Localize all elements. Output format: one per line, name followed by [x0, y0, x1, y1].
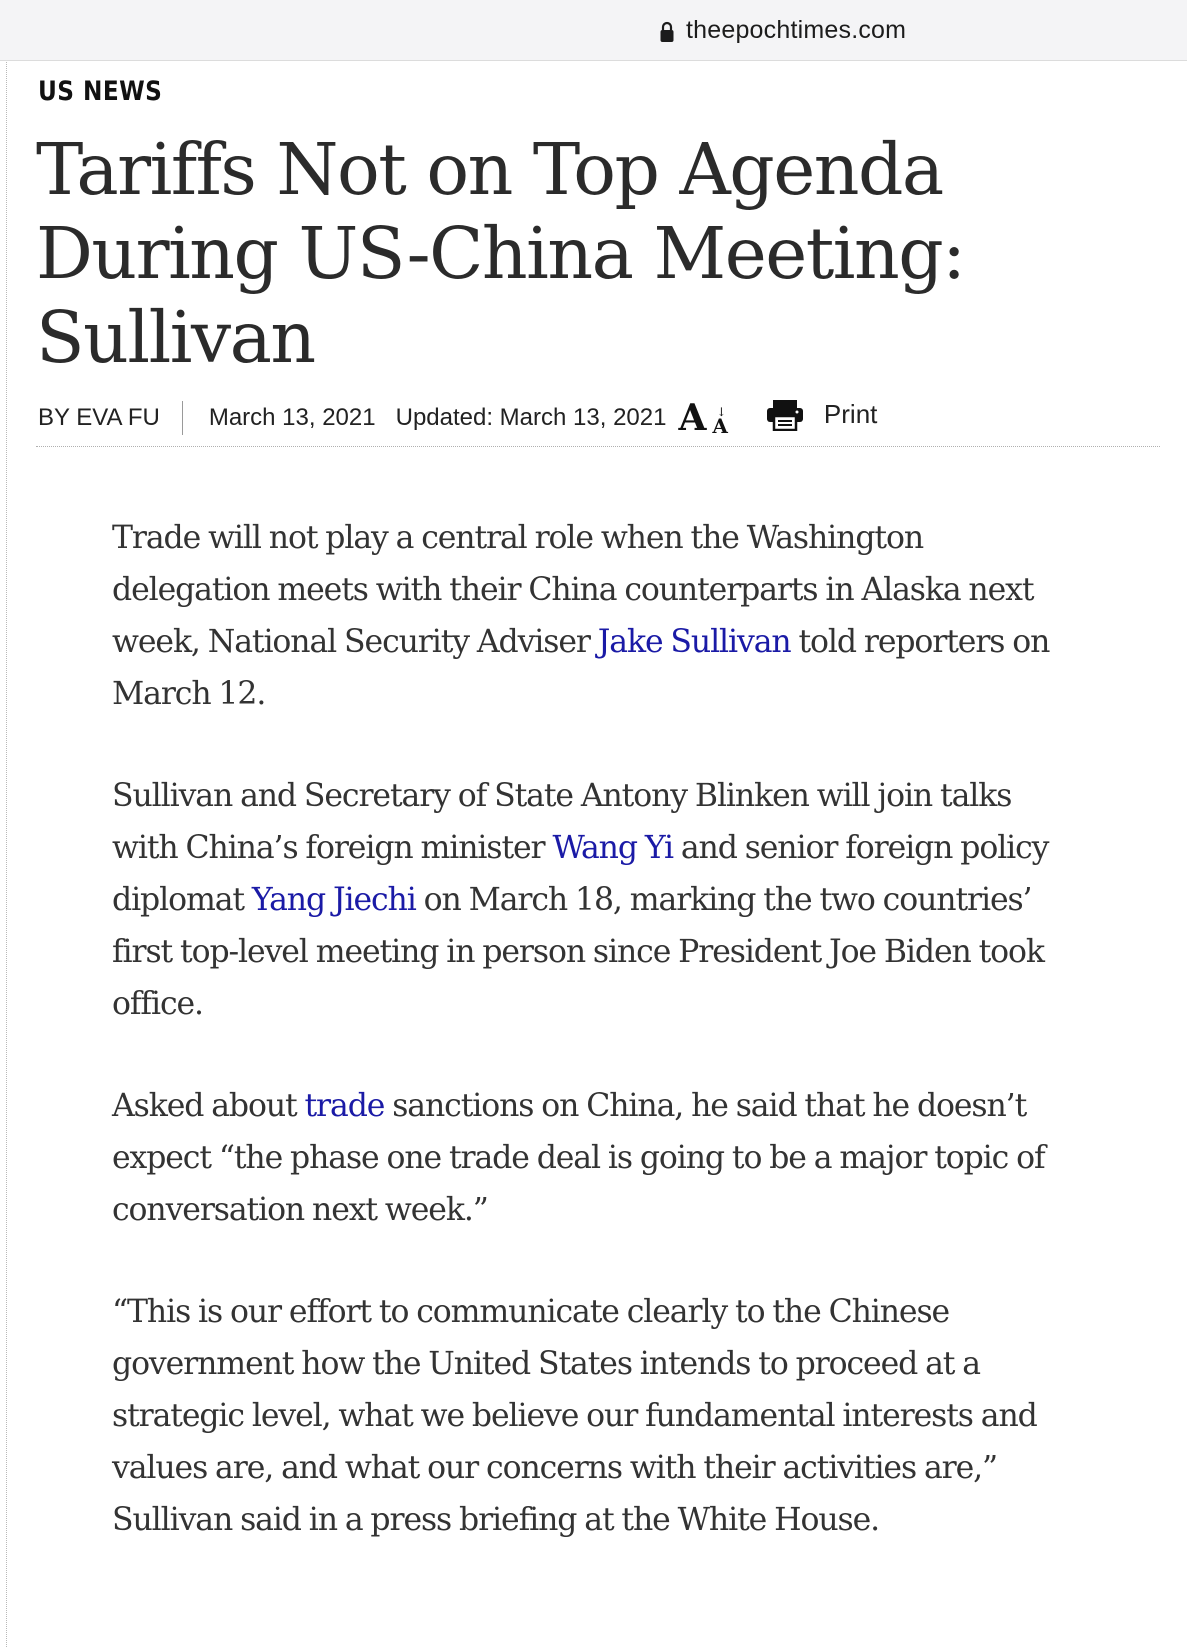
- paragraph-3: [112, 1080, 1052, 1236]
- wang-yi-link[interactable]: Wang Yi: [552, 830, 673, 866]
- byline-divider: [182, 401, 183, 435]
- jake-sullivan-link[interactable]: Jake Sullivan: [597, 624, 791, 660]
- article-headline: Tariffs Not on Top Agenda During US-China Meeting: Sullivan: [36, 128, 965, 379]
- font-size-large-glyph: A: [678, 397, 707, 439]
- paragraph-text: and senior foreign policy diplomat: [112, 830, 1049, 918]
- header-divider: [36, 446, 1160, 447]
- section-link[interactable]: US NEWS: [38, 76, 163, 107]
- paragraph-text: on March 18, marking the two countries’ first top-level meeting in person since President Joe Biden took office.: [112, 882, 1044, 1022]
- author-link[interactable]: BY EVA FU: [38, 404, 160, 431]
- updated-date: Updated: March 13, 2021: [395, 404, 667, 431]
- paragraph-text: Trade will not play a central role when the Washington delegation meets with their China counterparts in Alaska next week, National Security Adviser: [112, 520, 1034, 660]
- url-text: theepochtimes.com: [686, 16, 907, 44]
- article-body: [112, 512, 1052, 1596]
- paragraph-text: Sullivan and Secretary of State Antony Blinken will join talks with China’s foreign minister: [112, 778, 1012, 866]
- paragraph-2: [112, 770, 1052, 1030]
- paragraph-text: sanctions on China, he said that he doesn’t expect “the phase one trade deal is going to be a major topic of conversation next week.”: [112, 1088, 1045, 1228]
- address-display[interactable]: [660, 16, 906, 45]
- publish-date: March 13, 2021: [208, 404, 376, 431]
- print-label: Print: [823, 398, 878, 429]
- lock-icon: [660, 21, 674, 43]
- yang-jiechi-link[interactable]: Yang Jiechi: [251, 882, 416, 918]
- paragraph-text: told reporters on March 12.: [112, 624, 1050, 712]
- paragraph-1: [112, 512, 1052, 720]
- paragraph-text: Asked about: [112, 1088, 305, 1124]
- page-left-edge: [6, 62, 7, 1647]
- print-button[interactable]: [766, 398, 878, 434]
- paragraph-4: “This is our effort to communicate clearly to the Chinese government how the United States intends to proceed at a strategic level, what we believe our fundamental interests and values are, and what our concerns with their activities are,” Sullivan said in a press briefing at the White House.: [112, 1294, 1037, 1538]
- font-size-small-glyph: ↓ A: [712, 416, 728, 436]
- printer-icon: [766, 399, 804, 431]
- byline-bar: [38, 397, 1158, 439]
- trade-link[interactable]: trade: [304, 1088, 385, 1124]
- font-size-toggle-icon[interactable]: [678, 397, 728, 439]
- browser-url-bar[interactable]: [0, 0, 1187, 61]
